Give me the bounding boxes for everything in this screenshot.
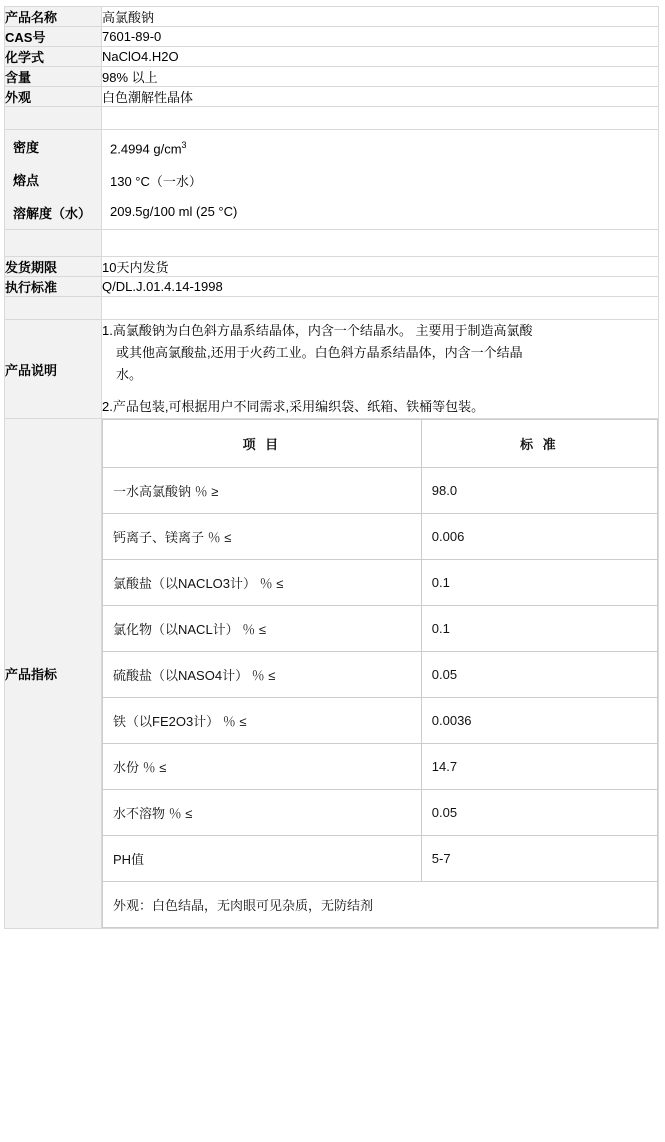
table-row [103, 744, 658, 790]
indicators-note-row [103, 882, 658, 928]
indicator-standard: 0.05 [421, 790, 657, 836]
spacer-value [102, 297, 659, 320]
indicator-item: 水不溶物 ％ ≤ [103, 790, 422, 836]
table-row [5, 87, 659, 107]
row-label: 外观 [5, 87, 102, 107]
indicator-item: 氯化物（以NACL计） ％ ≤ [103, 606, 422, 652]
table-row [5, 277, 659, 297]
row-label: 化学式 [5, 47, 102, 67]
table-row [5, 27, 659, 47]
row-label: CAS号 [5, 27, 102, 47]
spacer-value [102, 107, 659, 130]
spacer-label [5, 297, 102, 320]
physical-labels [5, 130, 102, 230]
table-row [103, 652, 658, 698]
indicator-item: 硫酸盐（以NASO4计） ％ ≤ [103, 652, 422, 698]
table-row [103, 560, 658, 606]
row-value: 10天内发货 [102, 257, 659, 277]
table-row [5, 67, 659, 87]
row-value: 98% 以上 [102, 67, 659, 87]
specification-table [4, 6, 659, 929]
indicator-item: 铁（以FE2O3计） ％ ≤ [103, 698, 422, 744]
description-item-1-line-2: 或其他高氯酸盐,还用于火药工业。白色斜方晶系结晶体，内含一个结晶 [116, 345, 523, 361]
indicator-standard: 98.0 [421, 468, 657, 514]
indicator-item: 水份 ％ ≤ [103, 744, 422, 790]
density-value [102, 133, 658, 163]
spacer-row [5, 297, 659, 320]
density-number: 2.4994 g/cm [110, 141, 182, 157]
indicators-row [5, 419, 659, 929]
indicators-header-row [103, 420, 658, 468]
indicators-header-item: 项 目 [103, 420, 422, 468]
table-row [103, 468, 658, 514]
spacer-label [5, 230, 102, 257]
density-label: 密度 [13, 140, 40, 155]
table-row [103, 514, 658, 560]
indicator-standard: 0.05 [421, 652, 657, 698]
indicator-standard: 5-7 [421, 836, 657, 882]
description-value [102, 320, 659, 419]
row-value: 高氯酸钠 [102, 7, 659, 27]
indicator-standard: 0.1 [421, 606, 657, 652]
indicator-standard: 14.7 [421, 744, 657, 790]
description-row [5, 320, 659, 419]
spacer-value [102, 230, 659, 257]
indicator-standard: 0.006 [421, 514, 657, 560]
table-row [5, 7, 659, 27]
physical-values [102, 130, 659, 230]
table-row [103, 698, 658, 744]
physical-properties-row [5, 130, 659, 230]
table-row [5, 47, 659, 67]
description-item-2: 2.产品包装,可根据用户不同需求,采用编织袋、纸箱、铁桶等包装。 [102, 399, 485, 415]
indicators-note: 外观：白色结晶，无肉眼可见杂质，无防结剂 [103, 882, 658, 928]
row-label: 执行标准 [5, 277, 102, 297]
row-value: 白色潮解性晶体 [102, 87, 659, 107]
row-value: NaClO4.H2O [102, 47, 659, 67]
indicator-item: 钙离子、镁离子 ％ ≤ [103, 514, 422, 560]
indicators-table [102, 419, 658, 928]
row-value: Q/DL.J.01.4.14-1998 [102, 277, 659, 297]
table-row [103, 836, 658, 882]
row-value: 7601-89-0 [102, 27, 659, 47]
indicators-header-standard: 标 准 [421, 420, 657, 468]
row-label: 发货期限 [5, 257, 102, 277]
indicator-standard: 0.1 [421, 560, 657, 606]
density-exponent: 3 [181, 140, 187, 151]
spacer-row [5, 230, 659, 257]
melting-point-label: 熔点 [13, 173, 40, 188]
indicator-item: 氯酸盐（以NACLO3计） ％ ≤ [103, 560, 422, 606]
description-item-1 [102, 320, 658, 386]
melting-point-value: 130 °C（一水） [110, 173, 202, 189]
row-label: 含量 [5, 67, 102, 87]
spacer-row [5, 107, 659, 130]
product-spec-sheet [0, 6, 665, 929]
solubility-value: 209.5g/100 ml (25 °C) [110, 203, 238, 219]
indicators-value [102, 419, 659, 929]
description-label: 产品说明 [5, 320, 102, 419]
indicators-label: 产品指标 [5, 419, 102, 929]
indicator-item: PH值 [103, 836, 422, 882]
table-row [103, 790, 658, 836]
table-row [5, 257, 659, 277]
indicator-standard: 0.0036 [421, 698, 657, 744]
row-label: 产品名称 [5, 7, 102, 27]
table-row [103, 606, 658, 652]
solubility-label: 溶解度（水） [13, 206, 92, 221]
description-item-1-line-3: 水。 [116, 367, 143, 383]
spacer-label [5, 107, 102, 130]
indicator-item: 一水高氯酸钠 ％ ≥ [103, 468, 422, 514]
description-item-1-line-1: 1.高氯酸钠为白色斜方晶系结晶体，内含一个结晶水。 主要用于制造高氯酸 [102, 323, 533, 338]
